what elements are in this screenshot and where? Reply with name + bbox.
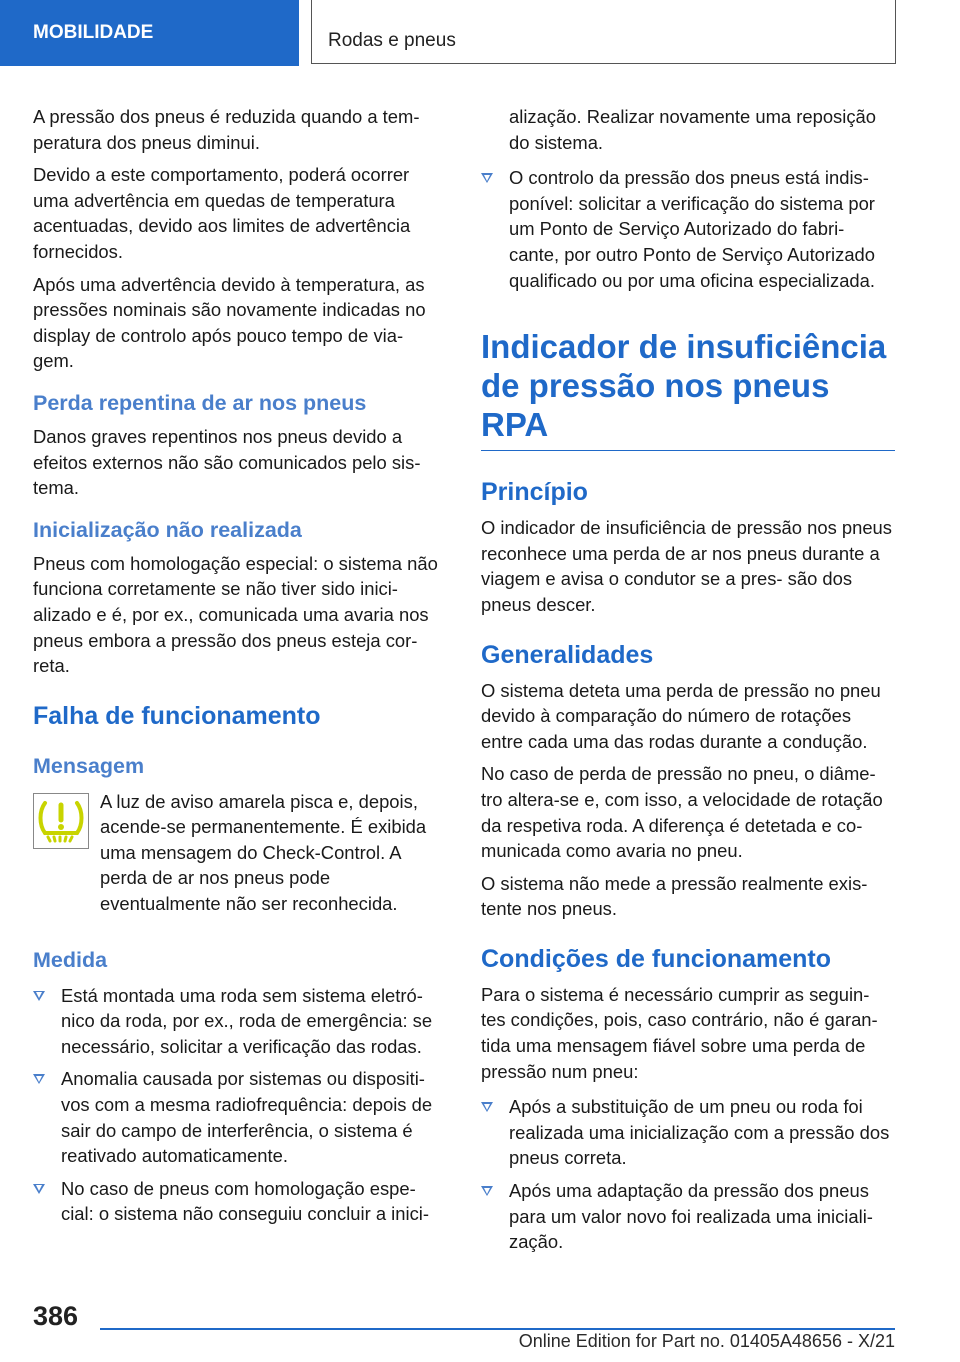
left-column <box>33 104 447 1234</box>
page-number: 386 <box>33 1301 79 1331</box>
paragraph: O sistema deteta uma perda de pressão no pneu devido à comparação do número de rotações entre cada uma das rodas durante a condução. <box>481 679 881 752</box>
heading-generalidades: Generalidades <box>481 640 654 669</box>
tire-pressure-warning-icon <box>33 793 89 849</box>
list-item <box>481 1094 895 1171</box>
right-column <box>481 104 895 1262</box>
paragraph: No caso de perda de pressão no pneu, o diâme- tro altera-se e, com isso, a velocidade de rotação da respetiva roda. A diferença é detetada e co- municada como avaria no pneu. <box>481 763 883 862</box>
heading-falha-funcionamento: Falha de funcionamento <box>33 701 321 730</box>
paragraph: O indicador de insuficiência de pressão nos pneus reconhece uma perda de ar nos pneus durante a viagem e avisa o condutor se a pres- são dos pneus descer. <box>481 517 892 615</box>
paragraph: A pressão dos pneus é reduzida quando a tem- peratura dos pneus diminui. <box>33 106 420 153</box>
heading-perda-repentina: Perda repentina de ar nos pneus <box>33 390 367 415</box>
chapter-title: Rodas e pneus <box>311 0 896 64</box>
list-item-text: Está montada uma roda sem sistema eletró- nico da roda, por ex., roda de emergência: se necessário, solicitar a verificação das rodas. <box>61 984 433 1057</box>
section-title: MOBILIDADE <box>0 0 299 66</box>
heading-condicoes: Condições de funcionamento <box>481 944 832 973</box>
paragraph: Após uma advertência devido à temperatura, as pressões nominais são novamente indicadas no display de controlo após pouco tempo de via- gem. <box>33 273 426 372</box>
heading-mensagem: Mensagem <box>33 753 145 778</box>
warning-message-block <box>33 789 447 917</box>
list-item-text: alização. Realizar novamente uma reposição do sistema. <box>509 106 876 153</box>
list-item-text: Após a substituição de um pneu ou roda foi realizada uma inicialização com a pressão dos pneus correta. <box>509 1096 890 1169</box>
list-item <box>481 165 895 293</box>
triangle-bullet-icon <box>481 1102 493 1112</box>
heading-indicador-rpa: Indicador de insuficiência de pressão nos pneus RPA <box>481 327 895 451</box>
paragraph: Devido a este comportamento, poderá ocorrer uma advertência em quedas de temperatura acentuadas, devido aos limites de advertência fornecidos. <box>33 164 411 262</box>
list-item-text: O controlo da pressão dos pneus está indis- ponível: solicitar a verificação do sistema por um Ponto de Serviço Autorizado do fabri- cante, por outro Ponto de Serviço Autorizado qualificado ou por uma oficina especializada. <box>509 167 875 291</box>
list-item-text: Anomalia causada por sistemas ou dispositi- vos com a mesma radiofrequência: depois de sair do campo de interferência, o sistema é reativado automaticamente. <box>61 1068 433 1167</box>
triangle-bullet-icon <box>33 1074 45 1084</box>
medida-list <box>33 983 447 1227</box>
list-item <box>33 983 447 1060</box>
triangle-bullet-icon <box>33 1184 45 1194</box>
list-item-text: Após uma adaptação da pressão dos pneus para um valor novo foi realizada uma iniciali- zação. <box>509 1180 873 1253</box>
triangle-bullet-icon <box>33 991 45 1001</box>
condicoes-list <box>481 1094 895 1255</box>
heading-principio: Princípio <box>481 478 588 507</box>
list-item <box>33 1066 447 1168</box>
medida-list-continued <box>481 104 895 293</box>
edition-text: Online Edition for Part no. 01405A48656 - X/21 <box>518 1331 895 1351</box>
page-header <box>0 0 960 66</box>
triangle-bullet-icon <box>481 1186 493 1196</box>
paragraph: Para o sistema é necessário cumprir as seguin- tes condições, pois, caso contrário, não é garan- tida uma mensagem fiável sobre uma perda de pressão num pneu: <box>481 983 878 1082</box>
footer-divider <box>100 1328 895 1330</box>
list-item <box>33 1176 447 1227</box>
warning-message-text <box>33 789 447 917</box>
list-item-text: No caso de pneus com homologação espe- cial: o sistema não conseguiu concluir a inici- <box>61 1177 429 1225</box>
msg-text: A luz de aviso amarela pisca e, depois, acende-se permanentemente. É exibida uma mensagem do Check-Control. A perda de ar nos pneus pode eventualmente não ser reconhecida. <box>100 790 427 915</box>
paragraph: O sistema não mede a pressão realmente exis- tente nos pneus. <box>481 872 868 920</box>
paragraph: Pneus com homologação especial: o sistema não funciona corretamente se não tiver sido inici- alizado e é, por ex., comunicada uma avaria nos pneus embora a pressão dos pneus esteja cor- reta. <box>33 552 438 677</box>
list-item <box>481 1178 895 1255</box>
heading-inicializacao: Inicialização não realizada <box>33 517 302 542</box>
heading-medida: Medida <box>33 947 108 972</box>
list-item <box>481 104 895 155</box>
paragraph: Danos graves repentinos nos pneus devido a efeitos externos não são comunicados pelo sis- tema. <box>33 425 421 499</box>
triangle-bullet-icon <box>481 173 493 183</box>
